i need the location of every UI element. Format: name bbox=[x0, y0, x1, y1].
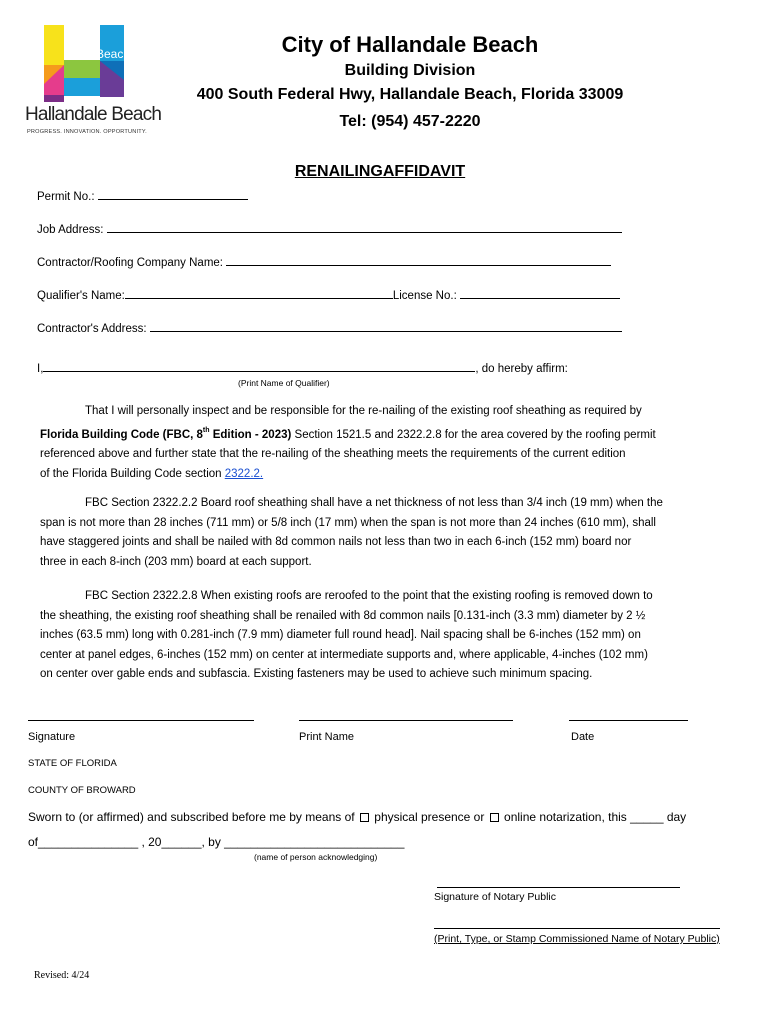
p1-line-4: of the Florida Building Code section 2322.2. bbox=[40, 467, 264, 480]
office-phone: Tel: (954) 457-2220 bbox=[339, 113, 481, 130]
fbc-section-link[interactable]: 2322.2. bbox=[224, 467, 264, 480]
division-name: Building Division bbox=[344, 62, 476, 79]
logo-name: Hallandale Beach bbox=[25, 104, 162, 125]
p2-line-1: FBC Section 2322.2.2 Board roof sheathing shall have a net thickness of not less than 3/4 inch (19 mm) when the bbox=[85, 497, 663, 509]
online-notarization-label: online notarization, this _____ day bbox=[504, 810, 687, 824]
notary-print-name-label: (Print, Type, or Stamp Commissioned Name of Notary Public) bbox=[434, 933, 720, 945]
p3-line-1: FBC Section 2322.2.8 When existing roofs are reroofed to the point that the existing roofing is removed down to bbox=[85, 590, 653, 602]
contractor-company-input[interactable] bbox=[226, 255, 611, 266]
form-title: RENAILINGAFFIDAVIT bbox=[294, 163, 466, 180]
permit-input[interactable] bbox=[98, 189, 248, 200]
qualifier-label: Qualifier's Name: bbox=[37, 290, 125, 302]
contractor-address-label: Contractor's Address: bbox=[37, 323, 147, 335]
logo-tagline: PROGRESS. INNOVATION. OPPORTUNITY. bbox=[27, 129, 147, 135]
qualifier-print-name-input[interactable] bbox=[43, 361, 475, 372]
contractor-company-row bbox=[37, 255, 611, 269]
permit-label: Permit No.: bbox=[37, 191, 95, 203]
name-acknowledging-caption: (name of person acknowledging) bbox=[254, 852, 378, 862]
revision-note: Revised: 4/24 bbox=[34, 970, 90, 981]
license-label: License No.: bbox=[392, 290, 457, 302]
affirm-prefix: I, bbox=[37, 363, 44, 375]
notary-signature-label: Signature of Notary Public bbox=[434, 891, 556, 903]
notary-print-name-line[interactable] bbox=[434, 928, 720, 929]
print-name-line[interactable] bbox=[299, 720, 513, 721]
permit-row bbox=[37, 189, 248, 203]
contractor-company-label: Contractor/Roofing Company Name: bbox=[37, 257, 223, 269]
state-label: STATE OF FLORIDA bbox=[28, 758, 117, 769]
print-name-qualifier-caption: (Print Name of Qualifier) bbox=[238, 378, 330, 388]
p2-line-3: have staggered joints and shall be nailed with 8d common nails not less than two in each 6-inch (152 mm) board nor bbox=[40, 536, 632, 549]
affirm-suffix: , do hereby affirm: bbox=[475, 363, 568, 375]
affirm-row bbox=[37, 361, 568, 375]
paragraph-fbc-2322-2-8 bbox=[40, 587, 730, 685]
p1-line-3: referenced above and further state that the re-nailing of the sheathing meets the requirements of the current edition bbox=[40, 448, 626, 461]
qualifier-input[interactable] bbox=[125, 288, 393, 299]
job-address-row bbox=[37, 222, 622, 236]
contractor-address-input[interactable] bbox=[150, 321, 622, 332]
p2-line-2: span is not more than 28 inches (711 mm) or 5/8 inch (17 mm) when the span is not more than 24 inches (610 mm), shall bbox=[40, 516, 656, 529]
p3-line-2: the sheathing, the existing roof sheathing shall be renailed with 8d common nails [0.131-inch (3.3 mm) diameter by 2 ½ bbox=[40, 609, 646, 622]
office-address: 400 South Federal Hwy, Hallandale Beach, Florida 33009 bbox=[196, 86, 624, 103]
signature-label: Signature bbox=[28, 731, 76, 743]
notary-signature-line[interactable] bbox=[437, 887, 680, 888]
logo-beach-word: Beach bbox=[95, 47, 131, 61]
qualifier-row bbox=[37, 288, 620, 302]
print-name-label: Print Name bbox=[299, 731, 355, 743]
signature-line[interactable] bbox=[28, 720, 254, 721]
license-input[interactable] bbox=[460, 288, 620, 299]
date-label: Date bbox=[571, 731, 595, 743]
job-address-input[interactable] bbox=[107, 222, 622, 233]
p3-line-5: on center over gable ends and subfascia. Existing fasteners may be used to achieve such minimum spacing. bbox=[40, 668, 593, 681]
paragraph-fbc-2322-2-2 bbox=[40, 494, 730, 572]
contractor-address-row bbox=[37, 321, 622, 335]
physical-presence-label: physical presence or bbox=[374, 810, 485, 824]
p1-line-1: That I will personally inspect and be responsible for the re-nailing of the existing roof sheathing as required by bbox=[85, 405, 642, 417]
paragraph-affirmation bbox=[40, 402, 730, 484]
p2-line-4: three in each 8-inch (203 mm) board at each support. bbox=[40, 555, 312, 568]
p3-line-3: inches (63.5 mm) long with 0.281-inch (7.9 mm) diameter full round head]. Nail spacing shall be 6-inches (152 mm) on bbox=[40, 629, 641, 642]
page-title: City of Hallandale Beach bbox=[281, 32, 539, 57]
date-line[interactable] bbox=[569, 720, 688, 721]
p3-line-4: center at panel edges, 6-inches (152 mm) on center at intermediate supports and, where applicable, 4-inches (102 mm) bbox=[40, 648, 648, 661]
online-notarization-checkbox[interactable] bbox=[490, 813, 499, 822]
physical-presence-checkbox[interactable] bbox=[360, 813, 369, 822]
of-row[interactable]: of_______________ , 20______, by ___________________________ bbox=[28, 835, 405, 849]
county-label: COUNTY OF BROWARD bbox=[28, 785, 136, 796]
p1-line-2: Florida Building Code (FBC, 8th Edition - 2023) Section 1521.5 and 2322.2.8 for the area covered by the roofing permit bbox=[40, 427, 656, 441]
sworn-text: Sworn to (or affirmed) and subscribed before me by means of bbox=[28, 810, 355, 824]
sworn-row bbox=[28, 810, 686, 824]
job-address-label: Job Address: bbox=[37, 224, 104, 236]
